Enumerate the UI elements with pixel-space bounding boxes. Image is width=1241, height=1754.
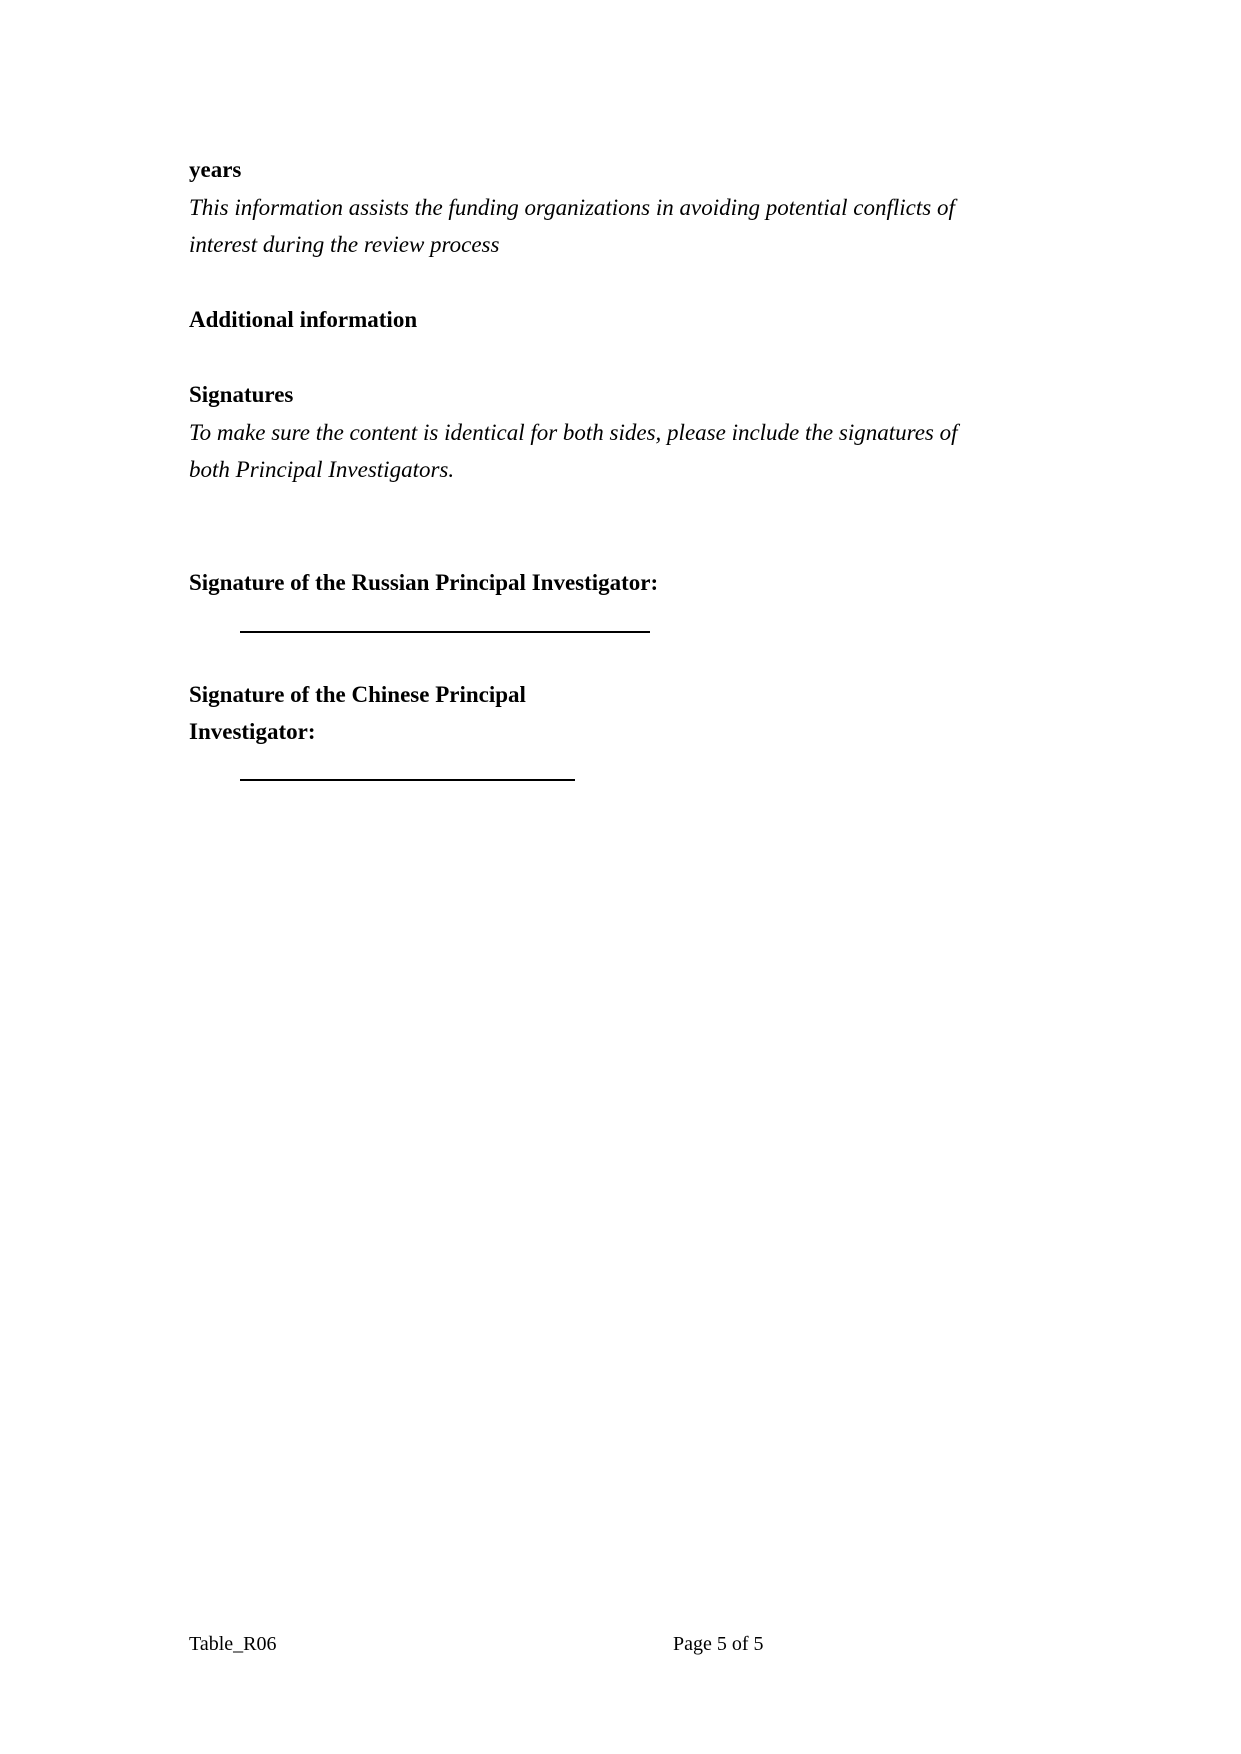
chinese-signature-label-line-1: Signature of the Chinese Principal [189, 682, 526, 707]
russian-signature-label: Signature of the Russian Principal Investigator: [189, 570, 659, 595]
footer-page-number: Page 5 of 5 [673, 1633, 764, 1655]
years-heading: years [189, 157, 242, 182]
footer-doc-id: Table_R06 [189, 1633, 277, 1655]
chinese-signature-line[interactable] [240, 779, 575, 781]
signatures-note-line-2: both Principal Investigators. [189, 457, 455, 482]
conflict-note-line-1: This information assists the funding organizations in avoiding potential conflicts of [189, 195, 955, 220]
additional-information-heading: Additional information [189, 307, 418, 332]
chinese-signature-label-line-2: Investigator: [189, 719, 316, 744]
signatures-heading: Signatures [189, 382, 294, 407]
conflict-note-line-2: interest during the review process [189, 232, 500, 257]
signatures-note-line-1: To make sure the content is identical for both sides, please include the signatures of [189, 420, 958, 445]
russian-signature-line[interactable] [240, 631, 650, 633]
